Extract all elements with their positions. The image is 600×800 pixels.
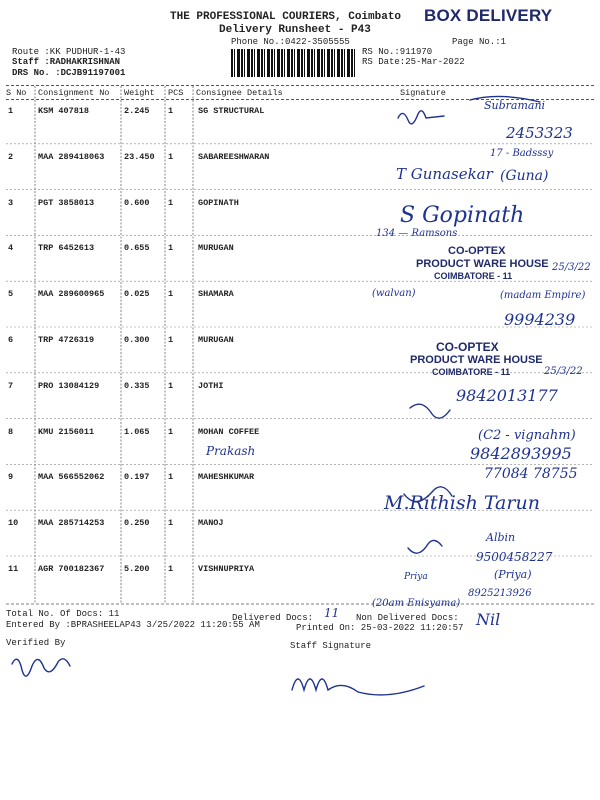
hand-r10-phone: 9500458227	[476, 550, 553, 564]
hand-r11-note: Priya	[404, 572, 428, 582]
document-title: Delivery Runsheet - P43	[219, 24, 371, 36]
row-consignment: MAA 566552062	[38, 472, 105, 483]
row-sno: 3	[8, 197, 14, 208]
col-signature: Signature	[400, 88, 446, 98]
verified-by-label: Verified By	[6, 638, 66, 648]
page-number: Page No.:1	[452, 37, 507, 47]
row-consignee: MAHESHKUMAR	[198, 472, 255, 483]
coop-stamp-2-line3: COIMBATORE - 11	[432, 367, 511, 377]
hand-r9-phone: 77084 78755	[484, 466, 578, 482]
row-consignment: TRP 4726319	[38, 335, 95, 345]
signature-scribble-1	[398, 111, 444, 124]
coop-stamp-2-line2: PRODUCT WARE HOUSE	[410, 354, 543, 366]
row-sno: 6	[8, 335, 14, 345]
row-sno: 10	[8, 518, 19, 529]
row-pcs: 1	[168, 518, 174, 529]
non-delivered-docs-value: Nil	[476, 610, 501, 629]
row-weight: 0.600	[124, 197, 150, 208]
row-consignment: KSM 407818	[38, 106, 90, 116]
hand-r10-note: Albin	[486, 531, 516, 544]
row-consignment: MAA 289600965	[38, 289, 105, 300]
row-sno: 8	[8, 426, 14, 437]
row-sno: 1	[8, 106, 14, 116]
row-consignee: SG STRUCTURAL	[198, 106, 265, 116]
route: Route :KK PUDHUR-1-43	[12, 47, 126, 57]
row-pcs: 1	[168, 289, 174, 300]
row-consignee: VISHNUPRIYA	[198, 564, 255, 574]
row-sno: 11	[8, 564, 19, 574]
delivered-docs-label: Delivered Docs:	[232, 613, 314, 623]
box-delivery-stamp: BOX DELIVERY	[424, 6, 553, 25]
row-consignee: GOPINATH	[198, 197, 239, 208]
col-pcs: PCS	[168, 88, 184, 98]
coop-stamp-2-line1: CO-OPTEX	[436, 340, 499, 354]
row-consignee: JOTHI	[198, 380, 224, 391]
row-pcs: 1	[168, 243, 174, 254]
col-sno: S No	[6, 88, 27, 98]
row-weight: 2.245	[124, 106, 150, 116]
hand-r5-note2: (madam Empire)	[500, 290, 586, 301]
hand-r2-note: 17 - Badsssy	[490, 148, 554, 159]
coop-stamp-1-line3: COIMBATORE - 11	[434, 271, 513, 281]
row-weight: 5.200	[124, 564, 150, 574]
hand-r8-extra: Prakash	[206, 444, 256, 458]
row-consignee: MOHAN COFFEE	[198, 426, 260, 437]
hand-r3-signature: S Gopinath	[400, 203, 525, 228]
non-delivered-docs-label: Non Delivered Docs:	[356, 613, 459, 623]
printed-on: Printed On: 25-03-2022 11:20:57	[296, 623, 464, 633]
row-consignee: MURUGAN	[198, 335, 234, 345]
row-consignment: PRO 13084129	[38, 380, 100, 391]
hand-r11-phone: 8925213926	[468, 588, 532, 599]
coop-stamp-1-date: 25/3/22	[552, 262, 591, 273]
total-docs: Total No. Of Docs: 11	[6, 609, 120, 619]
row-consignee: MANOJ	[198, 518, 224, 529]
row-weight: 0.250	[124, 518, 150, 529]
hand-r1-name: Subramani	[484, 99, 546, 112]
row-consignment: PGT 3858013	[38, 197, 95, 208]
hand-r5-phone: 9994239	[504, 310, 576, 329]
row-weight: 0.025	[124, 289, 150, 300]
row-pcs: 1	[168, 564, 174, 574]
coop-stamp-2-date: 25/3/22	[544, 366, 583, 377]
row-pcs: 1	[168, 380, 174, 391]
coop-stamp-1-line2: PRODUCT WARE HOUSE	[416, 258, 549, 270]
verified-signature-scribble	[12, 659, 70, 676]
hand-r11-note2: (20am Enisyama)	[372, 598, 461, 609]
row-consignee: SHAMARA	[198, 289, 234, 300]
row-pcs: 1	[168, 335, 174, 345]
hand-r10-name: M.Rithish Tarun	[384, 492, 540, 514]
hand-r8-phone: 9842893995	[470, 444, 572, 463]
col-consignment: Consignment No	[38, 88, 110, 98]
hand-r5-note: (walvan)	[372, 288, 416, 299]
hand-r11-name: (Priya)	[494, 568, 532, 581]
row-consignment: MAA 289418063	[38, 151, 105, 162]
row-weight: 0.655	[124, 243, 150, 254]
rs-date: RS Date:25-Mar-2022	[362, 57, 465, 67]
company-name: THE PROFESSIONAL COURIERS, Coimbato	[170, 11, 402, 23]
row-pcs: 1	[168, 426, 174, 437]
hand-r3-note: 134 — Ramsons	[376, 228, 458, 239]
row-sno: 4	[8, 243, 14, 254]
col-weight: Weight	[124, 88, 155, 98]
col-consignee: Consignee Details	[196, 88, 283, 98]
row-consignment: AGR 700182367	[38, 564, 105, 574]
hand-r2-name: (Guna)	[500, 168, 549, 184]
row-pcs: 1	[168, 197, 174, 208]
hand-r1-number: 2453323	[506, 124, 573, 142]
drs-number: DRS No. :DCJB91197001	[12, 68, 126, 78]
row-weight: 23.450	[124, 151, 155, 162]
row-sno: 2	[8, 151, 14, 162]
row-consignee: SABAREESHWARAN	[198, 151, 270, 162]
delivered-docs-count: 11	[324, 606, 340, 620]
row-weight: 0.335	[124, 380, 150, 391]
phone-number: Phone No.:0422-3505555	[231, 37, 350, 47]
staff-signature-scribble	[292, 679, 424, 695]
hand-r8-note: (C2 - vignahm)	[478, 428, 576, 443]
row-weight: 0.197	[124, 472, 150, 483]
staff-name: Staff :RADHAKRISHNAN	[12, 57, 121, 67]
signature-scribble-10b	[408, 540, 442, 553]
row-weight: 1.065	[124, 426, 150, 437]
staff-signature-label: Staff Signature	[290, 641, 372, 651]
hand-r2-signature: T Gunasekar	[396, 165, 493, 183]
row-weight: 0.300	[124, 335, 150, 345]
rs-number: RS No.:911970	[362, 47, 433, 57]
row-pcs: 1	[168, 106, 174, 116]
row-sno: 9	[8, 472, 14, 483]
row-sno: 5	[8, 289, 14, 300]
coop-stamp-1-line1: CO-OPTEX	[448, 245, 506, 257]
row-pcs: 1	[168, 472, 174, 483]
row-sno: 7	[8, 380, 14, 391]
hand-r7-phone: 9842013177	[456, 386, 558, 405]
row-consignment: MAA 285714253	[38, 518, 105, 529]
row-consignee: MURUGAN	[198, 243, 234, 254]
entered-by: Entered By :BPRASHEELAP43 3/25/2022 11:20:55 AM	[6, 620, 260, 630]
row-pcs: 1	[168, 151, 174, 162]
row-consignment: KMU 2156011	[38, 426, 95, 437]
signature-scribble-8	[410, 404, 450, 418]
row-consignment: TRP 6452613	[38, 243, 95, 254]
